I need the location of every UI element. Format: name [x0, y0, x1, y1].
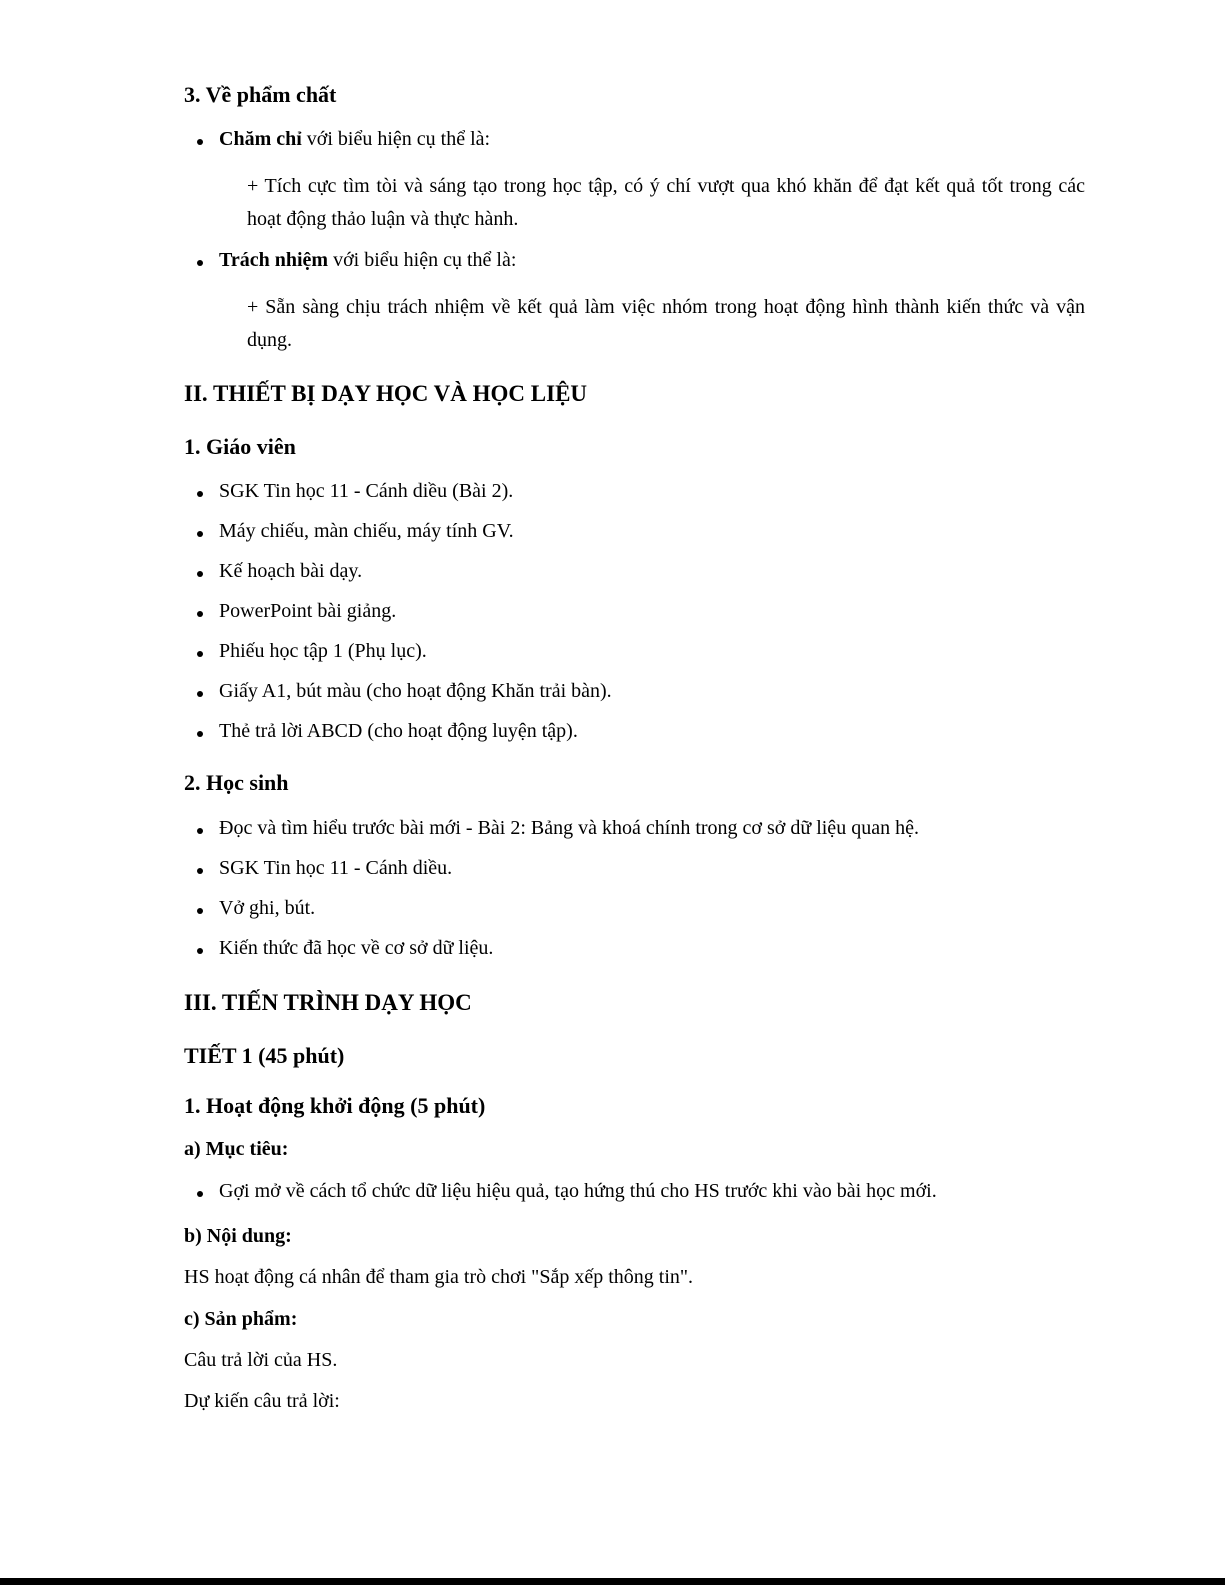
bullet-icon	[197, 828, 203, 834]
student-heading: 2. Học sinh	[184, 770, 289, 795]
list-item: Kiến thức đã học về cơ sở dữ liệu.	[219, 937, 494, 959]
teacher-heading: 1. Giáo viên	[184, 434, 296, 459]
list-item: PowerPoint bài giảng.	[219, 600, 397, 622]
bullet-icon	[197, 691, 203, 697]
list-item: Gợi mở về cách tổ chức dữ liệu hiệu quả, tạo hứng thú cho HS trước khi vào bài học mới.	[219, 1180, 937, 1202]
bullet-icon	[197, 611, 203, 617]
activity-heading: 1. Hoạt động khởi động (5 phút)	[184, 1093, 486, 1118]
bullet-icon	[197, 868, 203, 874]
list-item: Giấy A1, bút màu (cho hoạt động Khăn trải bàn).	[219, 680, 612, 702]
bullet-icon	[197, 908, 203, 914]
equipment-heading: II. THIẾT BỊ DẠY HỌC VÀ HỌC LIỆU	[184, 381, 588, 406]
quality-item-intro: với biểu hiện cụ thể là:	[301, 128, 491, 150]
product-text: Câu trả lời của HS.	[184, 1349, 338, 1371]
list-item: Kế hoạch bài dạy.	[219, 560, 363, 582]
objective-label: a) Mục tiêu:	[184, 1138, 289, 1160]
quality-heading: 3. Về phẩm chất	[184, 82, 337, 107]
list-item: SGK Tin học 11 - Cánh diều (Bài 2).	[219, 480, 514, 502]
quality-item-label: Trách nhiệm	[219, 249, 329, 271]
list-item: Đọc và tìm hiểu trước bài mới - Bài 2: Bảng và khoá chính trong cơ sở dữ liệu quan hệ.	[219, 817, 919, 839]
list-item: SGK Tin học 11 - Cánh diều.	[219, 857, 453, 879]
quality-item-detail: + Sẵn sàng chịu trách nhiệm về kết quả làm việc nhóm trong hoạt động hình thành kiến thức và vận dụng.	[247, 296, 1085, 351]
content-label: b) Nội dung:	[184, 1225, 292, 1247]
quality-item-diligence	[219, 128, 490, 151]
list-item: Vở ghi, bút.	[219, 897, 316, 919]
bullet-icon	[197, 139, 203, 145]
process-heading: III. TIẾN TRÌNH DẠY HỌC	[184, 990, 472, 1015]
bullet-icon	[197, 571, 203, 577]
bullet-icon	[197, 948, 203, 954]
quality-item-detail: + Tích cực tìm tòi và sáng tạo trong học tập, có ý chí vượt qua khó khăn để đạt kết quả tốt trong các hoạt động thảo luận và thực hành.	[247, 175, 1085, 230]
expected-answer-text: Dự kiến câu trả lời:	[184, 1390, 340, 1412]
content-text: HS hoạt động cá nhân để tham gia trò chơi "Sắp xếp thông tin".	[184, 1266, 694, 1288]
bullet-icon	[197, 260, 203, 266]
bullet-icon	[197, 491, 203, 497]
bullet-icon	[197, 731, 203, 737]
quality-item-responsibility	[219, 249, 516, 272]
bullet-icon	[197, 531, 203, 537]
page-bottom-border	[0, 1578, 1225, 1585]
product-label: c) Sản phẩm:	[184, 1308, 298, 1330]
list-item: Thẻ trả lời ABCD (cho hoạt động luyện tập).	[219, 720, 578, 742]
bullet-icon	[197, 1191, 203, 1197]
period-heading: TIẾT 1 (45 phút)	[184, 1043, 345, 1068]
quality-item-intro: với biểu hiện cụ thể là:	[328, 249, 517, 271]
bullet-icon	[197, 651, 203, 657]
quality-item-label: Chăm chỉ	[219, 128, 302, 150]
list-item: Phiếu học tập 1 (Phụ lục).	[219, 640, 427, 662]
list-item: Máy chiếu, màn chiếu, máy tính GV.	[219, 520, 514, 542]
